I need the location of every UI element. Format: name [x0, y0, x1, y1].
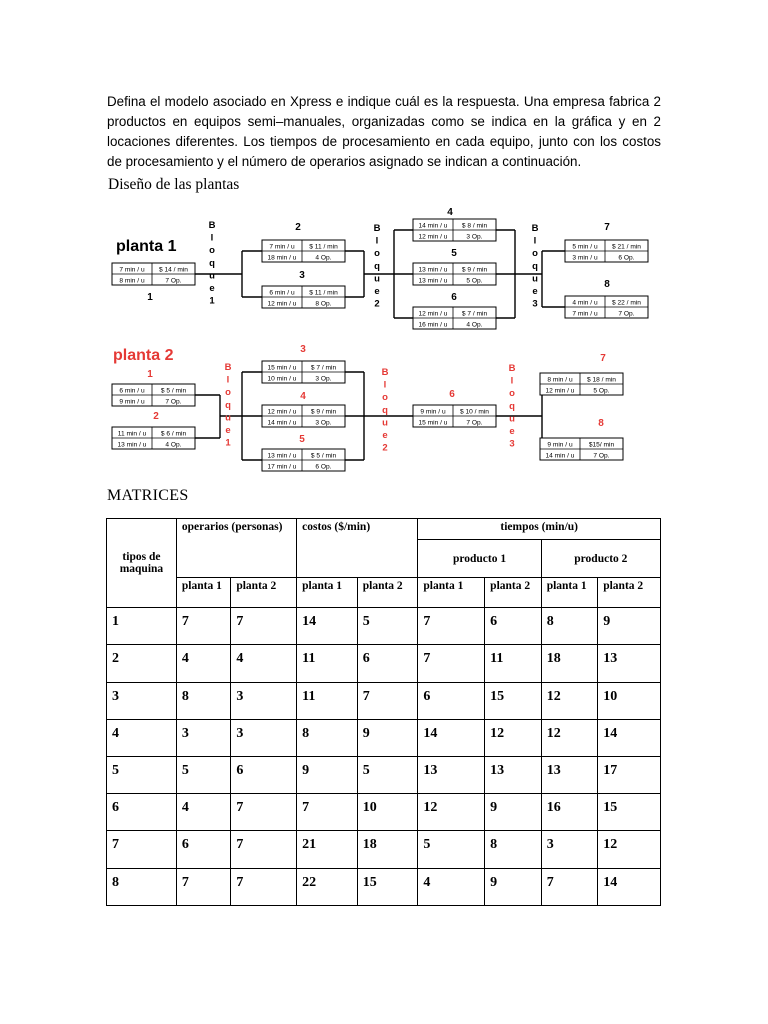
table-cell: 7	[231, 608, 297, 645]
plant-diagram	[0, 0, 768, 480]
machine-operators: 7 Op.	[618, 310, 635, 318]
table-row	[107, 608, 661, 645]
machine-number: 8	[598, 418, 604, 429]
matrices-title: MATRICES	[107, 487, 189, 504]
table-cell: 14	[598, 868, 661, 905]
table-cell: 7	[231, 831, 297, 868]
table-cell: 3	[541, 831, 598, 868]
table-cell: 5	[357, 757, 418, 794]
table-cell: 13	[485, 757, 542, 794]
table-cell: 6	[107, 794, 177, 831]
machine-number: 3	[299, 270, 305, 281]
header-planta1: planta 1	[297, 577, 358, 607]
machine-time-p2: 18 min / u	[267, 254, 297, 262]
machine-time-p1: 15 min / u	[267, 364, 297, 372]
machine-time-p2: 15 min / u	[418, 419, 448, 427]
plant2-machine-8	[540, 418, 623, 460]
machine-number: 8	[604, 279, 610, 290]
machine-cost: $ 21 / min	[612, 243, 641, 251]
table-cell: 6	[485, 608, 542, 645]
plant1-machine-5	[413, 248, 496, 285]
header-planta2: planta 2	[231, 577, 297, 607]
plant1-bloque-3: B l o q u e 3	[531, 223, 539, 310]
table-cell: 7	[231, 794, 297, 831]
plant2-machine-3	[262, 344, 345, 383]
machine-cost: $ 9 / min	[461, 266, 488, 274]
header-planta2: planta 2	[357, 577, 418, 607]
machine-cost: $ 9 / min	[310, 408, 337, 416]
machine-number: 4	[447, 207, 453, 218]
table-cell: 18	[541, 645, 598, 682]
table-cell: 7	[297, 794, 358, 831]
header-tiempos: tiempos (min/u)	[418, 519, 661, 540]
machine-operators: 3 Op.	[315, 375, 332, 383]
machine-time-p1: 11 min / u	[117, 430, 147, 438]
machine-number: 4	[300, 391, 306, 402]
plant1-machine-7	[565, 222, 648, 262]
table-row	[107, 831, 661, 868]
machine-cost: $ 11 / min	[309, 243, 338, 251]
machine-number: 3	[300, 344, 306, 355]
machine-operators: 5 Op.	[466, 277, 483, 285]
machine-cost: $ 8 / min	[461, 222, 488, 230]
table-cell: 15	[598, 794, 661, 831]
table-cell: 21	[297, 831, 358, 868]
table-row	[107, 645, 661, 682]
plant1-machine-6	[413, 292, 496, 329]
table-cell: 4	[231, 645, 297, 682]
plant1-bloque-2: B l o q u e 2	[373, 223, 381, 310]
machine-time-p1: 14 min / u	[418, 222, 448, 230]
table-cell: 10	[357, 794, 418, 831]
table-cell: 15	[357, 868, 418, 905]
table-cell: 12	[541, 682, 598, 719]
table-cell: 5	[107, 757, 177, 794]
machine-time-p2: 7 min / u	[572, 310, 598, 318]
machine-number: 7	[604, 222, 610, 233]
machine-number: 7	[600, 353, 606, 364]
table-cell: 9	[357, 719, 418, 756]
table-cell: 11	[297, 645, 358, 682]
header-producto2: producto 2	[541, 540, 660, 578]
plant2-machine-7	[540, 353, 623, 395]
plant2-machine-2	[112, 411, 195, 449]
table-cell: 9	[297, 757, 358, 794]
table-row	[107, 794, 661, 831]
plant2-machine-1	[112, 369, 195, 406]
machine-operators: 6 Op.	[315, 463, 332, 471]
header-planta2: planta 2	[485, 577, 542, 607]
machine-number: 5	[299, 434, 305, 445]
table-cell: 7	[107, 831, 177, 868]
machine-number: 6	[449, 389, 455, 400]
machine-cost: $ 7 / min	[461, 310, 488, 318]
machine-time-p1: 12 min / u	[418, 310, 448, 318]
machine-time-p1: 13 min / u	[418, 266, 448, 274]
table-cell: 13	[598, 645, 661, 682]
plant2-bloque-2: B l o q u e 2	[381, 367, 389, 454]
machine-time-p2: 10 min / u	[267, 375, 297, 383]
machine-time-p2: 3 min / u	[572, 254, 598, 262]
table-cell: 10	[598, 682, 661, 719]
table-cell: 7	[418, 608, 485, 645]
machine-number: 2	[295, 222, 301, 233]
machine-operators: 4 Op.	[466, 321, 483, 329]
machine-time-p2: 12 min / u	[267, 300, 297, 308]
table-cell: 12	[541, 719, 598, 756]
table-cell: 18	[357, 831, 418, 868]
machine-time-p2: 13 min / u	[117, 441, 147, 449]
table-cell: 7	[418, 645, 485, 682]
machine-time-p1: 6 min / u	[269, 289, 295, 297]
machine-time-p2: 16 min / u	[418, 321, 448, 329]
machine-cost: $15/ min	[588, 441, 615, 449]
design-title: Diseño de las plantas	[108, 176, 240, 193]
header-planta1: planta 1	[541, 577, 598, 607]
table-cell: 22	[297, 868, 358, 905]
machine-number: 2	[153, 411, 159, 422]
table-cell: 14	[297, 608, 358, 645]
table-cell: 15	[485, 682, 542, 719]
table-cell: 4	[107, 719, 177, 756]
header-costos: costos ($/min)	[297, 519, 418, 578]
machine-operators: 5 Op.	[593, 387, 610, 395]
plant1-machine-8	[565, 279, 648, 318]
plant1-title: planta 1	[116, 238, 177, 255]
machine-time-p2: 12 min / u	[418, 233, 448, 241]
table-cell: 3	[231, 719, 297, 756]
machine-time-p2: 17 min / u	[267, 463, 297, 471]
machine-number: 1	[147, 292, 153, 303]
table-cell: 16	[541, 794, 598, 831]
machine-operators: 7 Op.	[165, 277, 182, 285]
table-cell: 8	[541, 608, 598, 645]
table-cell: 11	[485, 645, 542, 682]
table-cell: 6	[231, 757, 297, 794]
machine-time-p2: 14 min / u	[545, 452, 575, 460]
machine-cost: $ 10 / min	[460, 408, 489, 416]
machine-operators: 3 Op.	[466, 233, 483, 241]
machine-operators: 4 Op.	[165, 441, 182, 449]
plant2-title: planta 2	[113, 347, 174, 364]
machine-time-p1: 6 min / u	[119, 387, 145, 395]
machine-operators: 3 Op.	[315, 419, 332, 427]
table-cell: 5	[357, 608, 418, 645]
machine-time-p2: 14 min / u	[267, 419, 297, 427]
machine-time-p2: 9 min / u	[119, 398, 145, 406]
machine-number: 1	[147, 369, 153, 380]
header-planta1: planta 1	[176, 577, 230, 607]
table-row	[107, 868, 661, 905]
machine-operators: 6 Op.	[618, 254, 635, 262]
table-cell: 1	[107, 608, 177, 645]
table-row	[107, 719, 661, 756]
table-cell: 4	[418, 868, 485, 905]
table-cell: 12	[485, 719, 542, 756]
table-cell: 4	[176, 794, 230, 831]
machine-time-p1: 7 min / u	[269, 243, 295, 251]
header-producto1: producto 1	[418, 540, 541, 578]
machine-cost: $ 7 / min	[310, 364, 337, 372]
table-cell: 12	[418, 794, 485, 831]
table-cell: 13	[418, 757, 485, 794]
intro-paragraph: Defina el modelo asociado en Xpress e indique cuál es la respuesta. Una empresa fabrica 2 productos en equipos semi–manuales, organizadas como se indica en la gráfica y en 2 locaciones diferentes. Los tiempos de procesamiento en cada equipo, junto con los costos de procesamiento y el número de operarios asignado se indican a continuación.	[107, 94, 661, 169]
table-row	[107, 757, 661, 794]
header-operarios: operarios (personas)	[176, 519, 296, 578]
table-cell: 7	[176, 868, 230, 905]
table-cell: 9	[485, 868, 542, 905]
table-cell: 14	[418, 719, 485, 756]
table-cell: 14	[598, 719, 661, 756]
plant1-machine-4	[413, 207, 496, 241]
table-cell: 3	[176, 719, 230, 756]
table-cell: 12	[598, 831, 661, 868]
machine-time-p1: 9 min / u	[420, 408, 446, 416]
table-cell: 11	[297, 682, 358, 719]
machine-cost: $ 6 / min	[160, 430, 187, 438]
table-cell: 8	[176, 682, 230, 719]
machine-time-p1: 4 min / u	[572, 299, 598, 307]
plant2-machine-4	[262, 391, 345, 427]
plant1-bloque-1: B l o q u e 1	[208, 220, 216, 307]
machine-operators: 8 Op.	[315, 300, 332, 308]
machine-cost: $ 22 / min	[612, 299, 641, 307]
table-cell: 9	[598, 608, 661, 645]
machine-time-p2: 13 min / u	[418, 277, 448, 285]
table-cell: 8	[107, 868, 177, 905]
plant2-bloque-3: B l o q u e 3	[508, 363, 516, 450]
table-cell: 6	[176, 831, 230, 868]
header-planta1: planta 1	[418, 577, 485, 607]
machine-cost: $ 11 / min	[309, 289, 338, 297]
machine-operators: 7 Op.	[593, 452, 610, 460]
machine-time-p2: 12 min / u	[545, 387, 575, 395]
machine-time-p1: 7 min / u	[119, 266, 145, 274]
machine-number: 6	[451, 292, 457, 303]
table-cell: 6	[357, 645, 418, 682]
plant2-machine-6	[413, 389, 496, 427]
table-cell: 6	[418, 682, 485, 719]
plant2-bloque-1: B l o q u e 1	[224, 362, 232, 449]
table-cell: 5	[176, 757, 230, 794]
table-cell: 7	[541, 868, 598, 905]
machine-cost: $ 18 / min	[587, 376, 616, 384]
table-cell: 8	[485, 831, 542, 868]
machine-operators: 7 Op.	[165, 398, 182, 406]
table-cell: 17	[598, 757, 661, 794]
plant1-machine-1	[112, 263, 195, 303]
header-planta2: planta 2	[598, 577, 661, 607]
table-cell: 3	[107, 682, 177, 719]
machine-cost: $ 5 / min	[160, 387, 187, 395]
machine-number: 5	[451, 248, 457, 259]
table-cell: 3	[231, 682, 297, 719]
machine-time-p1: 9 min / u	[547, 441, 573, 449]
machine-time-p1: 5 min / u	[572, 243, 598, 251]
machine-time-p1: 13 min / u	[267, 452, 297, 460]
plant2-machine-5	[262, 434, 345, 471]
table-cell: 13	[541, 757, 598, 794]
table-cell: 5	[418, 831, 485, 868]
machine-cost: $ 5 / min	[310, 452, 337, 460]
table-cell: 2	[107, 645, 177, 682]
machine-operators: 7 Op.	[466, 419, 483, 427]
table-cell: 9	[485, 794, 542, 831]
plant1-machine-2	[262, 222, 345, 262]
table-cell: 7	[176, 608, 230, 645]
table-cell: 4	[176, 645, 230, 682]
machine-time-p1: 8 min / u	[547, 376, 573, 384]
machine-operators: 4 Op.	[315, 254, 332, 262]
table-cell: 8	[297, 719, 358, 756]
header-tipos: tipos de maquina	[107, 519, 177, 608]
machine-time-p2: 8 min / u	[119, 277, 145, 285]
table-cell: 7	[231, 868, 297, 905]
machine-cost: $ 14 / min	[159, 266, 188, 274]
plant1-machine-3	[262, 270, 345, 308]
table-row	[107, 682, 661, 719]
table-cell: 7	[357, 682, 418, 719]
matrices-table	[106, 518, 661, 906]
machine-time-p1: 12 min / u	[267, 408, 297, 416]
